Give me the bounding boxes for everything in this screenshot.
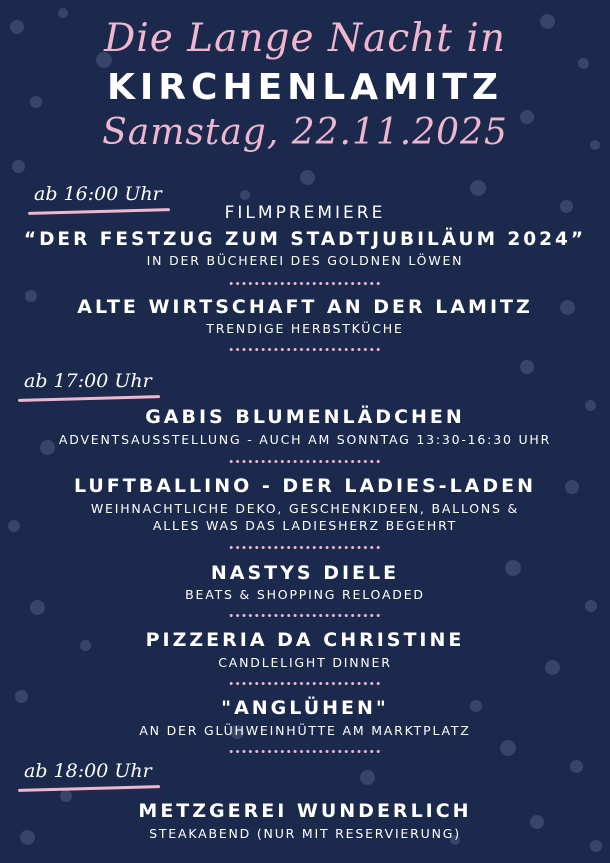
event-title: PIZZERIA DA CHRISTINE: [145, 629, 465, 651]
event-subtitle: BEATS & SHOPPING RELOADED: [185, 587, 425, 602]
event-subtitle: ADVENTSAUSSTELLUNG - AUCH AM SONNTAG 13:30-16:30 UHR: [58, 432, 552, 447]
event-subtitle: STEAKABEND (NUR MIT RESERVIERUNG): [149, 826, 461, 841]
event-subtitle: WEIHNACHTLICHE DEKO, GESCHENKIDEEN, BALLONS &: [90, 501, 520, 516]
dotted-divider: [228, 546, 382, 549]
event-pretitle: FILMPREMIERE: [224, 203, 386, 223]
event-title: GABIS BLUMENLÄDCHEN: [145, 406, 465, 428]
dotted-divider: [228, 750, 382, 753]
event-title: “DER FESTZUG ZUM STADTJUBILÄUM 2024”: [23, 229, 587, 250]
event-title: "ANGLÜHEN": [221, 697, 389, 719]
event-title: ALTE WIRTSCHAFT AN DER LAMITZ: [77, 296, 533, 318]
time-label-1800: ab 18:00 Uhr: [24, 760, 152, 782]
dotted-divider: [228, 682, 382, 685]
event-title: LUFTBALLINO - DER LADIES-LADEN: [73, 475, 537, 497]
dotted-divider: [228, 614, 382, 617]
event-subtitle-line2: ALLES WAS DAS LADIESHERZ BEGEHRT: [152, 518, 458, 533]
event-title: NASTYS DIELE: [210, 562, 400, 584]
headline-line1: Die Lange Nacht in: [104, 16, 506, 61]
time-label-1700: ab 17:00 Uhr: [24, 370, 152, 392]
headline-town: KIRCHENLAMITZ: [107, 67, 503, 108]
dotted-divider: [228, 460, 382, 463]
event-subtitle: TRENDIGE HERBSTKÜCHE: [206, 321, 404, 336]
event-title: METZGEREI WUNDERLICH: [138, 800, 472, 822]
event-subtitle: CANDLELIGHT DINNER: [218, 655, 392, 670]
event-subtitle: AN DER GLÜHWEINHÜTTE AM MARKTPLATZ: [139, 723, 471, 738]
time-label-1600: ab 16:00 Uhr: [34, 183, 162, 205]
event-subtitle: IN DER BÜCHEREI DES GOLDNEN LÖWEN: [146, 253, 464, 268]
headline-date: Samstag, 22.11.2025: [102, 112, 508, 153]
dotted-divider: [228, 348, 382, 351]
dotted-divider: [228, 282, 382, 285]
